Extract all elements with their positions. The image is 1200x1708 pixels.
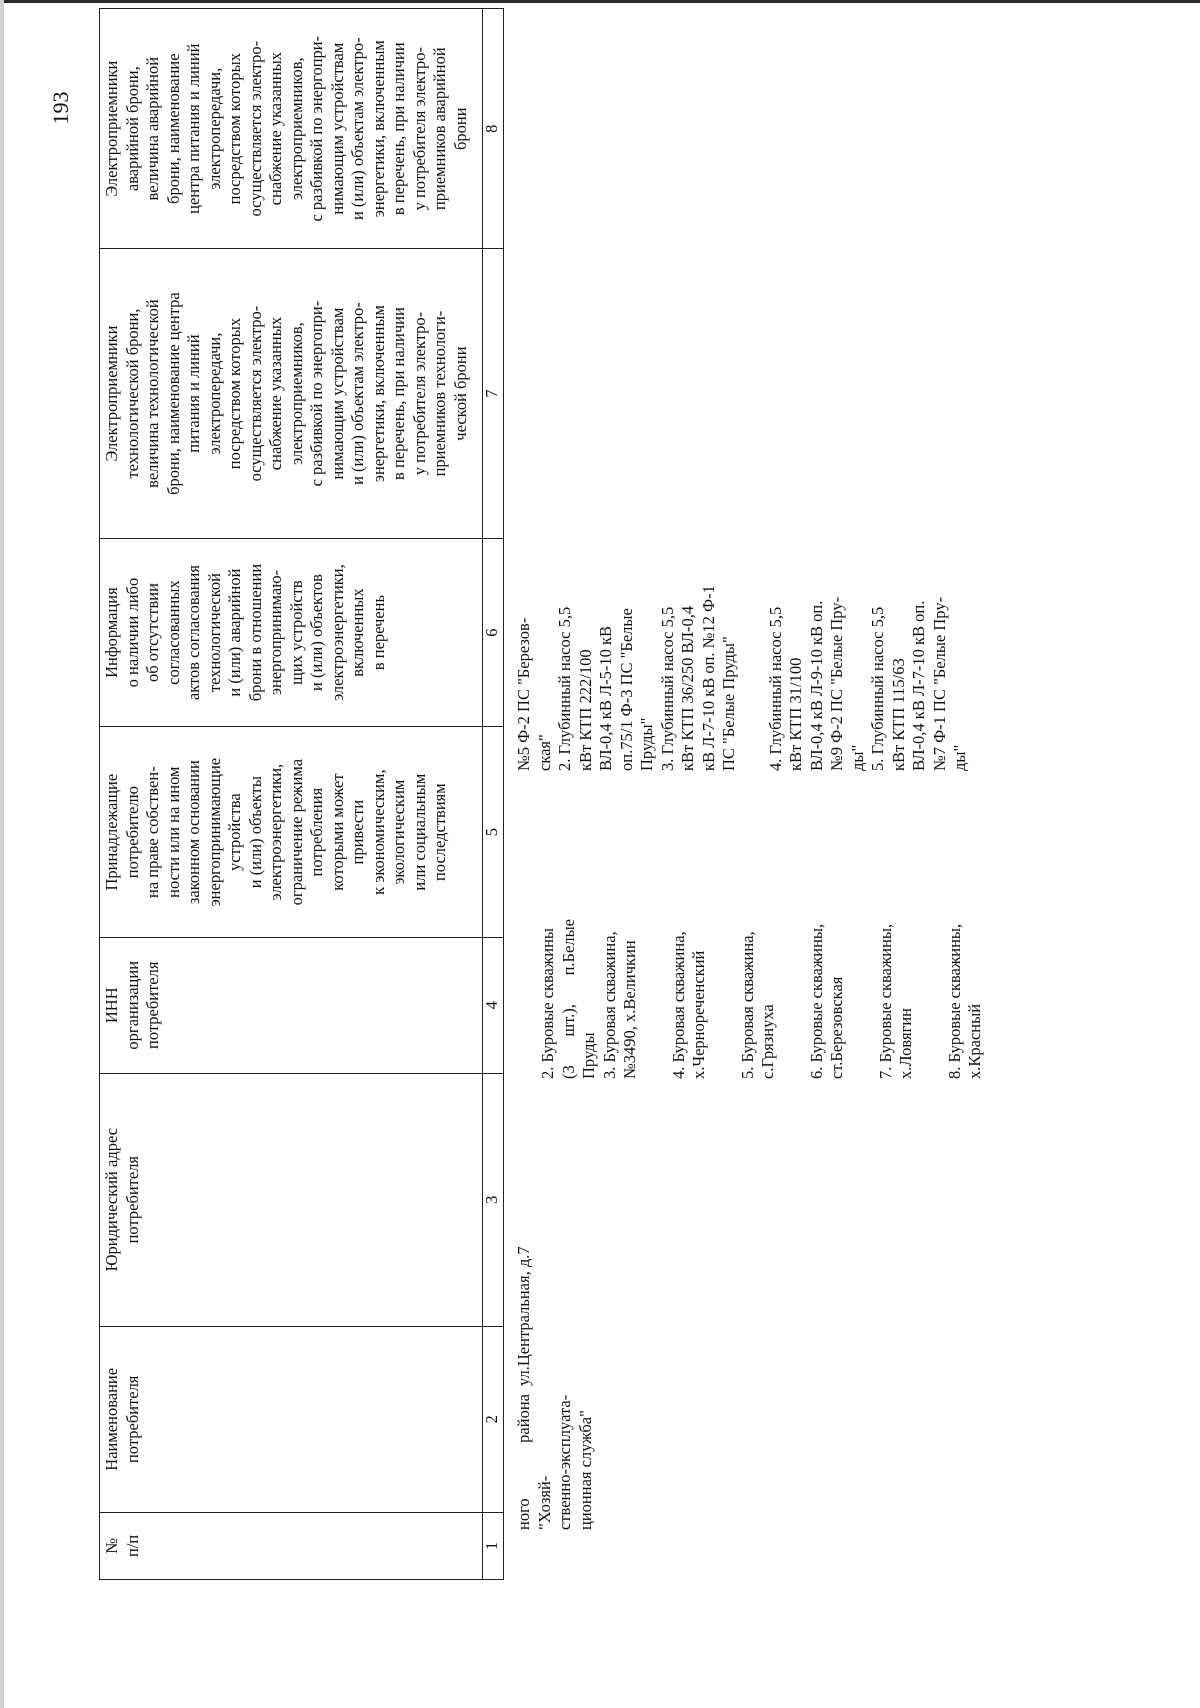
consumer-register-table bbox=[99, 8, 504, 1580]
tech-reserve-item: 2. Глубинный насос 5,5 кВт КТП 222/100 ВЛ-0,4 кВ Л-5-10 кВ оп.75/1 Ф-3 ПС "Белые Пруды" bbox=[555, 606, 656, 771]
tech-reserve-item: 4. Глубинный насос 5,5 кВт КТП 31/100 ВЛ-0,4 кВ Л-9-10 кВ оп. №9 Ф-2 ПС "Белые Пру- ды" bbox=[765, 596, 867, 771]
header-cell-legal-address: Юридический адрес потребителя bbox=[100, 1073, 483, 1326]
header-cell-devices: Принадлежащие потребителю на праве собствен- ности или на ином законном основании энергопринимающие устройства и (или) объекты электроэнергетики, ограничение режима потребления которыми может привести к экономическим, экологическим или социальным последствиям bbox=[100, 727, 483, 938]
legal-address: ул.Центральная, д.7 bbox=[514, 1246, 533, 1386]
device-list-item: 8. Буровые скважины, х.Красный bbox=[944, 923, 984, 1079]
tech-reserve-column bbox=[514, 557, 971, 771]
page-number: 193 bbox=[48, 91, 73, 125]
column-number: 8 bbox=[483, 9, 504, 249]
header-cell-agreement-info: Информация о наличии либо об отсутствии согласованных актов согласования технологической и (или) аварийной брони в отношении энергопринимаю- щих устройств и (или) объектов электроэнергетики, включенных в перечень bbox=[100, 538, 483, 727]
tech-reserve-item: 5. Глубинный насос 5,5 кВт КТП 115/63 ВЛ-0,4 кВ Л-7-10 кВ оп. №7 Ф-1 ПС "Белые Пру- ды" bbox=[868, 596, 969, 771]
column-number: 3 bbox=[483, 1073, 504, 1326]
consumer-name: ного района "Хозяй- ственно-эксплуата- ционная служба" bbox=[514, 1394, 595, 1530]
header-cell-inn: ИНН организации потребителя bbox=[100, 937, 483, 1073]
device-list-item: 6. Буровые скважины, ст.Березовская bbox=[806, 923, 846, 1079]
header-cell-emergency-reserve: Электроприемники аварийной брони, величина аварийной брони, наименование центра питания и линий электропередачи, посредством которых осуществляется электро- снабжение указанных электроприемников, с разбивкой по энергопри- нимающим устройствам и (или) объектам электро- энергетики, включенным в перечень, при наличии у потребителя электро- приемников аварийной брони bbox=[100, 9, 483, 249]
column-number: 2 bbox=[483, 1326, 504, 1512]
device-list-item: 2. Буровые скважины (3 шт.), п.Белые Пруды bbox=[538, 919, 598, 1079]
table-header-row bbox=[100, 9, 483, 1580]
column-number: 7 bbox=[483, 249, 504, 538]
device-list-item: 4. Буровая скважина, х.Чернореченский bbox=[668, 931, 708, 1079]
column-number: 6 bbox=[483, 538, 504, 727]
header-cell-tech-reserve: Электроприемники технологической брони, величина технологической брони, наименование центра питания и линий электропередачи, посредством которых осуществляется электро- снабжение указанных электроприемников, с разбивкой по энергопри- нимающим устройствам и (или) объектам электро- энергетики, включенным в перечень, при наличии у потребителя электро- приемников технологи- ческой брони bbox=[100, 249, 483, 538]
header-cell-number: № п/п bbox=[100, 1512, 483, 1579]
device-list-item: 5. Буровая скважина, с.Грязнуха bbox=[737, 931, 777, 1079]
device-list-item: 7. Буровые скважины, х.Ловягин bbox=[875, 923, 915, 1079]
devices-column bbox=[538, 919, 986, 1079]
column-number: 1 bbox=[483, 1512, 504, 1579]
header-cell-consumer-name: Наименование потребителя bbox=[100, 1326, 483, 1512]
column-number: 5 bbox=[483, 727, 504, 938]
tech-reserve-item: №5 Ф-2 ПС "Березов- ская" bbox=[514, 617, 554, 771]
column-numbers-row bbox=[483, 9, 504, 1580]
tech-reserve-item: 3. Глубинный насос 5,5 кВт КТП 36/250 ВЛ-0,4 кВ Л-7-10 кВ оп. №12 Ф-1 ПС "Белые Пруды" bbox=[657, 585, 738, 771]
column-number: 4 bbox=[483, 937, 504, 1073]
device-list-item: 3. Буровая скважина, №3490, х.Величкин bbox=[599, 931, 639, 1079]
